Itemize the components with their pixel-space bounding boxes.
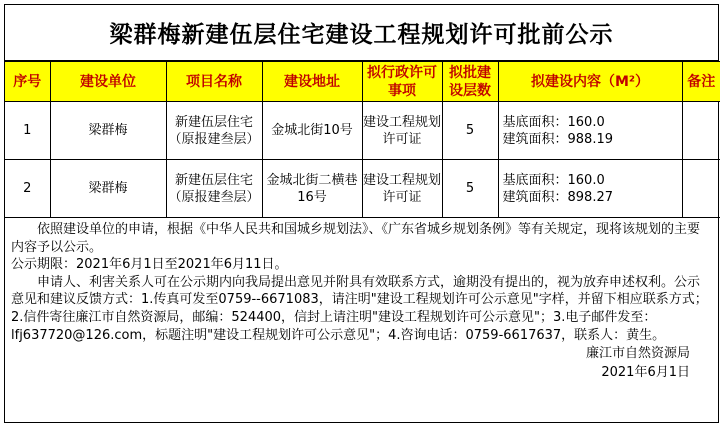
permit-table [5,61,720,218]
cell-unit: 梁群梅 [50,160,166,218]
notice-period: 公示期限：2021年6月1日至2021年6月11日。 [11,257,288,273]
table-header-row [5,62,720,102]
signature-block [5,344,718,382]
header-item: 拟行政许可事项 [362,62,442,102]
header-unit: 建设单位 [50,62,166,102]
cell-no: 2 [5,160,50,218]
cell-remark [682,160,720,218]
table-row [5,160,720,218]
cell-no: 1 [5,102,50,160]
cell-content-base-area: 基底面积：160.0 [502,114,605,130]
page-title: 梁群梅新建伍层住宅建设工程规划许可批前公示 [5,5,718,61]
cell-content-base-area: 基底面积：160.0 [502,172,605,188]
cell-address: 金城北街二横巷16号 [262,160,362,218]
cell-address: 金城北街10号 [262,102,362,160]
table-row [5,102,720,160]
cell-content-floor-area: 建筑面积：898.27 [502,189,613,205]
cell-project: 新建伍层住宅（原报建叁层） [166,160,262,218]
signature-org: 廉江市自然资源局 [585,346,690,362]
header-floors: 拟批建设层数 [442,62,498,102]
cell-floors: 5 [442,160,498,218]
cell-content [498,102,682,160]
cell-item: 建设工程规划许可证 [362,160,442,218]
cell-content-floor-area: 建筑面积：988.19 [502,131,613,147]
header-address: 建设地址 [262,62,362,102]
header-project: 项目名称 [166,62,262,102]
cell-project: 新建伍层住宅（原报建叁层） [166,102,262,160]
header-remark: 备注 [682,62,720,102]
notice-paragraph-basis: 依照建设单位的申请，根据《中华人民共和国城乡规划法》、《广东省城乡规划条例》等有关规定，现将该规划的主要内容予以公示。 [11,222,701,255]
cell-content [498,160,682,218]
notice-paragraph-feedback: 申请人、利害关系人可在公示期内向我局提出意见并附具有效联系方式，逾期没有提出的，视为放弃申述权利。公示意见和建议反馈方式：1.传真可发至0759--6671083，请注明"建设工程规划许可公示意见"字样，并留下相应联系方式；2.信件寄往廉江市自然资源局，邮编：524400，信封上请注明"建设工程规划许可公示意见"；3.电子邮件发至：lfj637720@126.com，标题注明"建设工程规划许可公示意见"；4.咨询电话：0759-6617637，联系人：黄生。 [11,274,708,343]
notice-sheet [4,4,719,423]
cell-remark [682,102,720,160]
header-content: 拟建设内容（M²） [498,62,682,102]
cell-floors: 5 [442,102,498,160]
cell-unit: 梁群梅 [50,102,166,160]
notice-body [5,218,718,344]
cell-item: 建设工程规划许可证 [362,102,442,160]
signature-date: 2021年6月1日 [601,365,690,381]
header-no: 序号 [5,62,50,102]
